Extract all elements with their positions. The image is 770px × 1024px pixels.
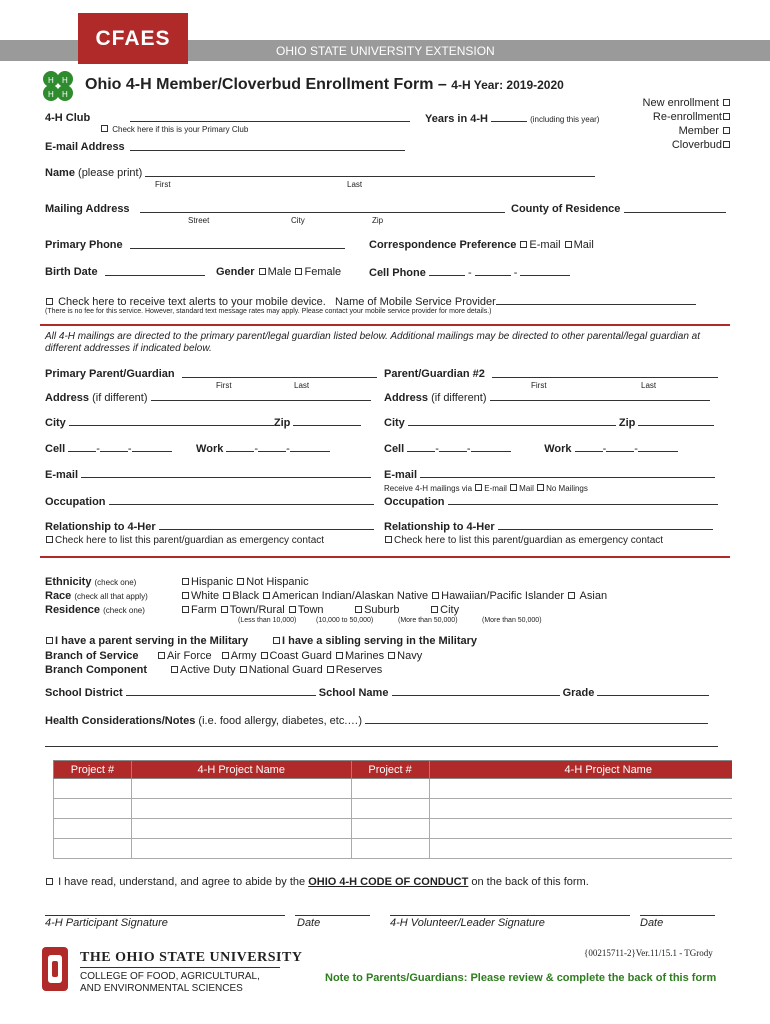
street-hint: Street bbox=[188, 216, 210, 225]
mailing-input[interactable] bbox=[140, 203, 505, 213]
svg-text:H: H bbox=[62, 76, 68, 85]
college-line-2: AND ENVIRONMENTAL SCIENCES bbox=[80, 983, 243, 994]
mailing-note: All 4-H mailings are directed to the primary parent/legal guardian listed below. Additional mailings may be directed to other parental/legal guardian at different addresses if indicated below. bbox=[45, 331, 700, 354]
name-first-hint: First bbox=[155, 180, 171, 189]
zip-hint: Zip bbox=[372, 216, 384, 225]
code-of-conduct-link[interactable]: OHIO 4-H CODE OF CONDUCT bbox=[308, 876, 469, 888]
name-input[interactable] bbox=[145, 167, 595, 177]
email-input[interactable] bbox=[130, 141, 405, 151]
project-num-header: Project # bbox=[54, 761, 132, 779]
pg-city-zip: City Zip bbox=[45, 416, 361, 429]
component-options: Active Duty National Guard Reserves bbox=[170, 664, 382, 676]
svg-text:H: H bbox=[48, 90, 54, 99]
table-cell[interactable] bbox=[429, 819, 770, 839]
table-cell[interactable] bbox=[54, 819, 132, 839]
second-guardian-label: Parent/Guardian #2 bbox=[384, 368, 485, 380]
primary-club-checkbox[interactable]: Check here if this is your Primary Club bbox=[100, 125, 248, 134]
form-title: Ohio 4-H Member/Cloverbud Enrollment Form – 4-H Year: 2019-2020 bbox=[85, 76, 564, 93]
city-note: (More than 50,000) bbox=[482, 617, 542, 624]
club-label: 4-H Club bbox=[45, 112, 91, 124]
race-options: White Black American Indian/Alaskan Native Hawaiian/Pacific Islander Asian bbox=[181, 590, 607, 602]
sg-address: Address (if different) bbox=[384, 391, 710, 404]
school-row: School District School Name Grade bbox=[45, 686, 709, 699]
primary-guardian-label: Primary Parent/Guardian bbox=[45, 368, 175, 380]
sg-relationship: Relationship to 4-Her bbox=[384, 520, 713, 533]
sg-city-zip: City Zip bbox=[384, 416, 714, 429]
sg-email: E-mail bbox=[384, 468, 715, 481]
sg-emergency[interactable]: Check here to list this parent/guardian as emergency contact bbox=[384, 535, 663, 546]
military-sibling[interactable]: I have a sibling serving in the Military bbox=[272, 635, 477, 647]
city-hint: City bbox=[291, 216, 305, 225]
pg-last-hint: Last bbox=[294, 381, 310, 390]
birth-input[interactable] bbox=[105, 266, 205, 276]
pg-relationship: Relationship to 4-Her bbox=[45, 520, 374, 533]
table-cell[interactable] bbox=[131, 819, 351, 839]
project-name-header: 4-H Project Name bbox=[131, 761, 351, 779]
county-label: County of Residence bbox=[511, 203, 621, 215]
text-alert-row: Check here to receive text alerts to your mobile device. Name of Mobile Service Provider bbox=[45, 295, 696, 308]
participant-sig-label: 4-H Participant Signature bbox=[45, 917, 168, 929]
health-row: Health Considerations/Notes (i.e. food allergy, diabetes, etc.…) bbox=[45, 714, 708, 727]
military-parent[interactable]: I have a parent serving in the Military bbox=[45, 635, 248, 647]
volunteer-sig-line[interactable] bbox=[390, 906, 630, 916]
tr-note: (Less than 10,000) bbox=[238, 617, 297, 624]
project-num-header-2: Project # bbox=[351, 761, 429, 779]
cfaes-logo: CFAES bbox=[78, 13, 188, 64]
section-divider bbox=[40, 324, 730, 326]
conduct-row: I have read, understand, and agree to abide by the OHIO 4-H CODE OF CONDUCT on the back of this form. bbox=[45, 876, 589, 888]
pg-emergency[interactable]: Check here to list this parent/guardian as emergency contact bbox=[45, 535, 324, 546]
table-row bbox=[54, 839, 770, 859]
residence-row: Residence (check one) bbox=[45, 604, 145, 616]
race-row: Race (check all that apply) bbox=[45, 590, 148, 602]
table-cell[interactable] bbox=[429, 839, 770, 859]
enroll-member[interactable]: Member bbox=[600, 124, 732, 138]
component-label: Branch Component bbox=[45, 664, 148, 676]
residence-options: Farm Town/Rural Town Suburb City bbox=[181, 604, 459, 616]
correspondence-pref: Correspondence Preference E-mail Mail bbox=[369, 239, 594, 251]
name-last-hint: Last bbox=[347, 180, 363, 189]
town-note: (10,000 to 50,000) bbox=[316, 617, 374, 624]
table-cell[interactable] bbox=[54, 839, 132, 859]
project-table bbox=[53, 760, 770, 859]
clover-icon bbox=[38, 68, 78, 106]
table-cell[interactable] bbox=[131, 779, 351, 799]
email-label: E-mail Address bbox=[45, 141, 125, 153]
volunteer-date-line[interactable] bbox=[640, 906, 715, 916]
table-row bbox=[54, 819, 770, 839]
suburb-note: (More than 50,000) bbox=[398, 617, 458, 624]
volunteer-sig-label: 4-H Volunteer/Leader Signature bbox=[390, 917, 545, 929]
pg-address: Address (if different) bbox=[45, 391, 371, 404]
table-cell[interactable] bbox=[131, 799, 351, 819]
table-cell[interactable] bbox=[429, 799, 770, 819]
sg-last-hint: Last bbox=[641, 381, 657, 390]
county-input[interactable] bbox=[624, 203, 726, 213]
table-cell[interactable] bbox=[351, 839, 429, 859]
fee-note: (There is no fee for this service. However, standard text message rates may apply. Please contact your mobile service provider for more details.) bbox=[45, 308, 492, 315]
table-row bbox=[54, 779, 770, 799]
pg-first-hint: First bbox=[216, 381, 232, 390]
birth-label: Birth Date bbox=[45, 266, 98, 278]
enroll-new[interactable]: New enrollment bbox=[600, 96, 732, 110]
enroll-cloverbud[interactable]: Cloverbud bbox=[600, 138, 732, 152]
table-cell[interactable] bbox=[351, 819, 429, 839]
table-cell[interactable] bbox=[131, 839, 351, 859]
banner-text: OHIO STATE UNIVERSITY EXTENSION bbox=[276, 44, 495, 58]
table-cell[interactable] bbox=[351, 799, 429, 819]
health-input-2[interactable] bbox=[45, 737, 718, 747]
table-row bbox=[54, 799, 770, 819]
section-divider-2 bbox=[40, 556, 730, 558]
sg-receive-mailings: Receive 4-H mailings via E-mail Mail No Mailings bbox=[384, 484, 588, 493]
sg-occupation: Occupation bbox=[384, 495, 718, 508]
years-label: Years in 4-H (including this year) bbox=[425, 113, 600, 125]
phone-label: Primary Phone bbox=[45, 239, 123, 251]
participant-date-line[interactable] bbox=[295, 906, 370, 916]
project-name-header-2: 4-H Project Name bbox=[429, 761, 770, 779]
participant-sig-line[interactable] bbox=[45, 906, 285, 916]
phone-input[interactable] bbox=[130, 239, 345, 249]
pg-email: E-mail bbox=[45, 468, 371, 481]
enroll-re[interactable]: Re-enrollment bbox=[600, 110, 732, 124]
table-cell[interactable] bbox=[54, 779, 132, 799]
volunteer-date-label: Date bbox=[640, 917, 664, 929]
participant-date-label: Date bbox=[297, 917, 321, 929]
version-text: {00215711-2}Ver.11/15.1 - TGrody bbox=[584, 948, 713, 958]
svg-text:H: H bbox=[48, 76, 54, 85]
primary-guardian-input[interactable] bbox=[182, 368, 377, 378]
branch-options: Air Force Army Coast Guard Marines Navy bbox=[157, 650, 422, 662]
club-input[interactable] bbox=[130, 112, 410, 122]
ethnicity-row: Ethnicity (check one) bbox=[45, 576, 137, 588]
branch-label: Branch of Service bbox=[45, 650, 139, 662]
pg-cell-work: Cell - - Work - - bbox=[45, 442, 330, 455]
name-label: Name (please print) bbox=[45, 167, 143, 179]
gender-group: Gender Male Female bbox=[216, 266, 342, 278]
college-line-1: COLLEGE OF FOOD, AGRICULTURAL, bbox=[80, 971, 260, 982]
parent-note: Note to Parents/Guardians: Please review & complete the back of this form bbox=[325, 972, 717, 984]
mailing-label: Mailing Address bbox=[45, 203, 130, 215]
table-cell[interactable] bbox=[54, 799, 132, 819]
pg-occupation: Occupation bbox=[45, 495, 374, 508]
sg-cell-work: Cell - - Work - - bbox=[384, 442, 678, 455]
table-cell[interactable] bbox=[351, 779, 429, 799]
svg-text:H: H bbox=[62, 90, 68, 99]
ethnicity-options: Hispanic Not Hispanic bbox=[181, 576, 309, 588]
table-cover bbox=[732, 755, 770, 875]
table-cell[interactable] bbox=[429, 779, 770, 799]
second-guardian-input[interactable] bbox=[492, 368, 718, 378]
enrollment-type-list bbox=[600, 96, 732, 152]
footer-divider bbox=[80, 967, 280, 968]
ohio-state-o-icon bbox=[40, 945, 70, 993]
cell-phone-group: Cell Phone - - bbox=[369, 266, 570, 279]
university-name: THE OHIO STATE UNIVERSITY bbox=[80, 950, 303, 965]
sg-first-hint: First bbox=[531, 381, 547, 390]
